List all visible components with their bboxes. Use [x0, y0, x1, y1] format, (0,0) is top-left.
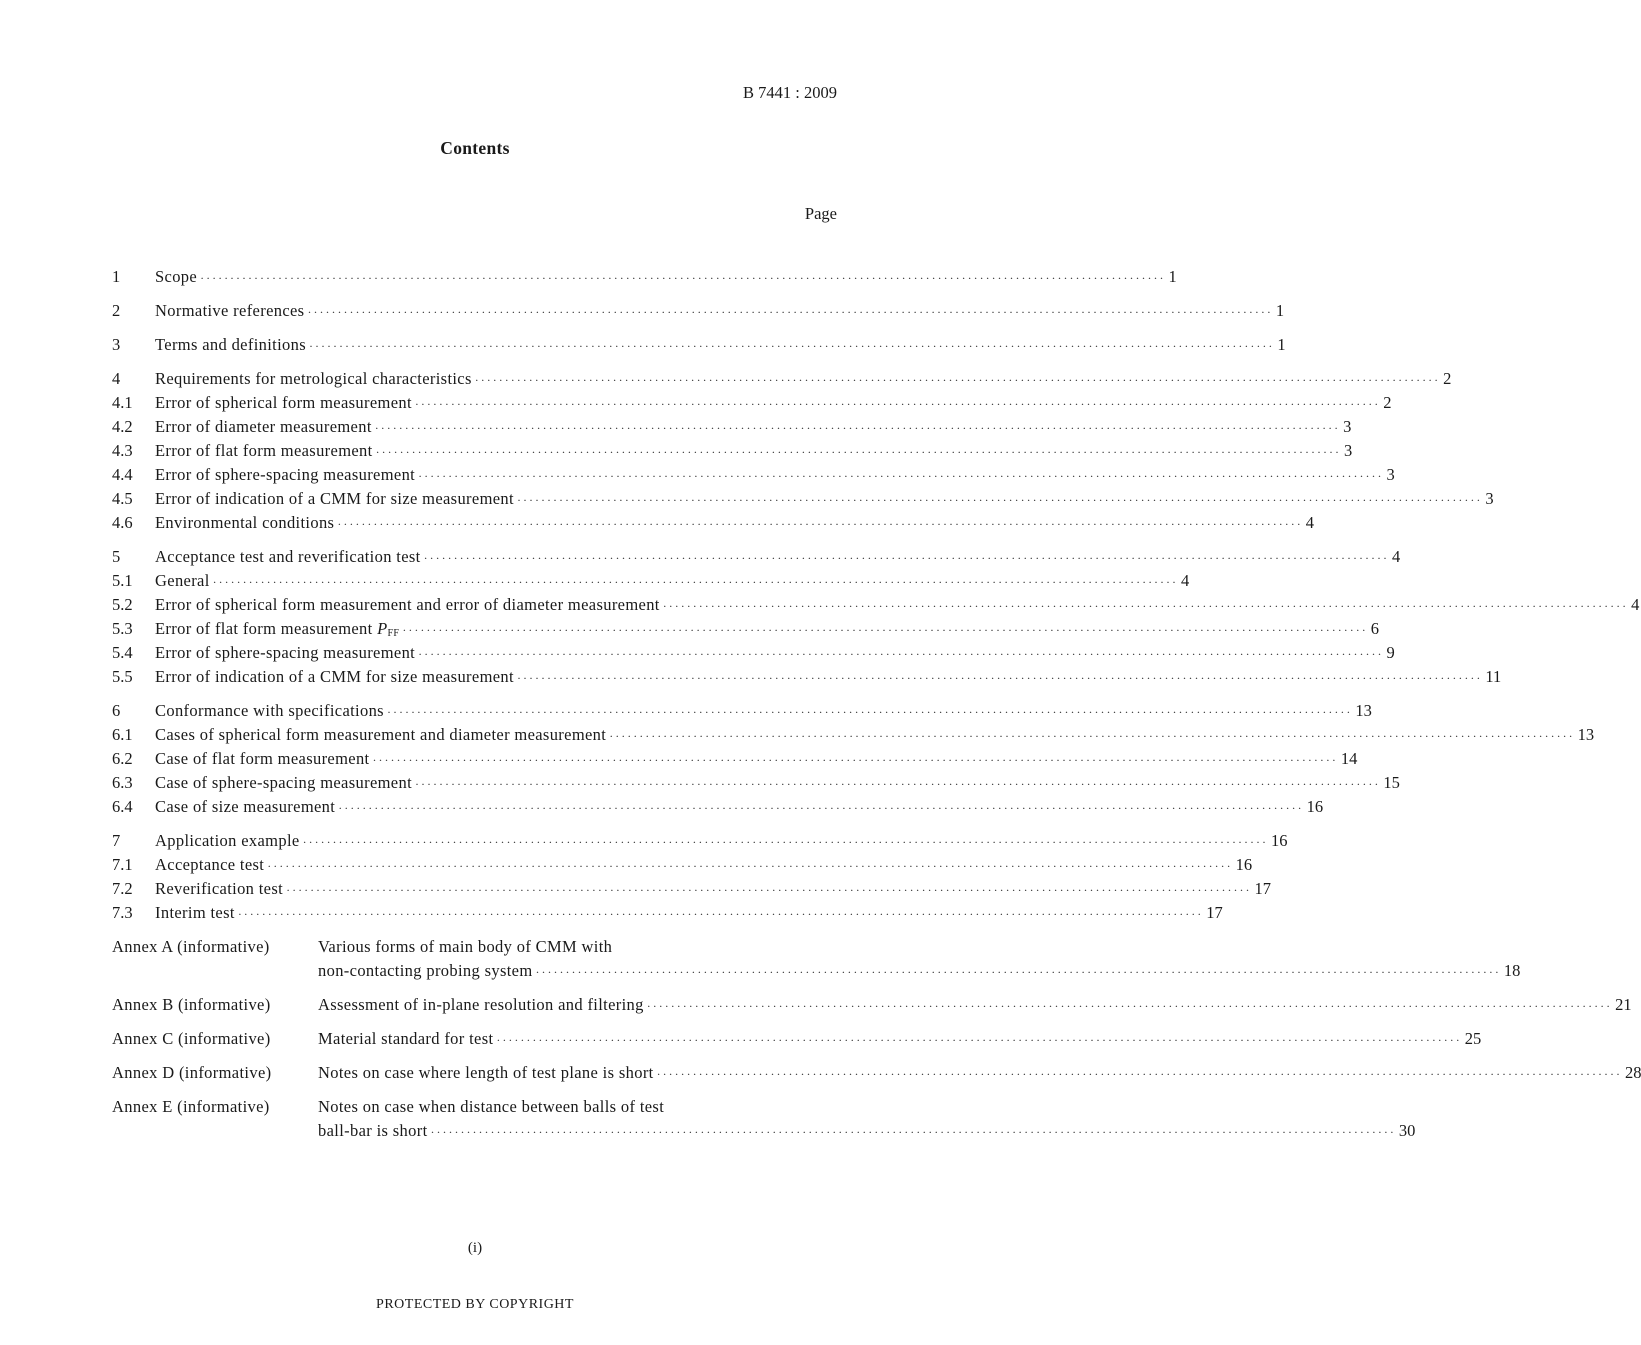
dot-leader: [428, 1120, 1399, 1144]
toc-title: Acceptance test: [155, 855, 265, 874]
toc-title: Error of indication of a CMM for size measurement: [155, 489, 514, 508]
annex-entry-c[interactable]: [112, 1027, 1482, 1051]
annex-body: [318, 1061, 1641, 1085]
dot-leader: [384, 700, 1355, 724]
annex-page: 25: [1464, 1029, 1482, 1048]
toc-number: 5.2: [112, 595, 133, 614]
annex-label: Annex E (informative): [112, 1097, 270, 1116]
toc-page: 15: [1383, 773, 1400, 792]
toc-page: 11: [1485, 667, 1502, 686]
toc-group-6: [112, 699, 1595, 819]
toc-number: 5.5: [112, 667, 133, 686]
dot-leader: [533, 960, 1504, 984]
dot-leader: [334, 512, 1305, 536]
symbol-p: P: [377, 619, 388, 638]
toc-title: Requirements for metrological characteristics: [155, 369, 472, 388]
dot-leader: [306, 334, 1277, 358]
annex-title: Assessment of in-plane resolution and filtering: [318, 995, 644, 1014]
annex-title: non-contacting probing system: [318, 961, 533, 980]
toc-entry[interactable]: [112, 593, 1640, 617]
toc-entry[interactable]: [112, 795, 1324, 819]
annex-title-row: [318, 993, 1632, 1017]
toc-page: 6: [1370, 619, 1379, 638]
page-column-label: Page: [804, 204, 837, 223]
toc-group-4: [112, 367, 1494, 535]
dot-leader: [415, 642, 1386, 666]
toc-page: 13: [1577, 725, 1595, 744]
annex-label: Annex B (informative): [112, 995, 271, 1014]
toc-number: 5.3: [112, 619, 133, 638]
annex-title-row: [318, 1061, 1641, 1085]
toc-page: 1: [1275, 301, 1285, 320]
dot-leader: [304, 300, 1275, 324]
annex-page: 30: [1398, 1121, 1416, 1140]
dot-leader: [606, 724, 1577, 748]
toc-number: 4: [112, 369, 121, 388]
toc-page: 4: [1631, 595, 1640, 614]
toc-number: 4.2: [112, 417, 133, 436]
toc-page: 13: [1355, 701, 1372, 720]
toc-number: 1: [112, 267, 121, 286]
toc-number: 5: [112, 547, 121, 566]
toc-page: 4: [1305, 513, 1314, 532]
dot-leader: [283, 878, 1254, 902]
toc-page: 9: [1386, 643, 1395, 662]
annex-body: [318, 993, 1632, 1017]
annex-label: Annex D (informative): [112, 1063, 272, 1082]
dot-leader: [412, 772, 1383, 796]
toc-page: 16: [1235, 855, 1253, 874]
dot-leader: [412, 392, 1383, 416]
toc-title: Error of sphere-spacing measurement: [155, 465, 416, 484]
toc-page: 2: [1443, 369, 1452, 388]
toc-title: Case of size measurement: [155, 797, 336, 816]
toc-number: 4.1: [112, 393, 133, 412]
toc-entry[interactable]: [112, 415, 1352, 439]
toc-entry[interactable]: [112, 617, 1379, 641]
toc-entry[interactable]: [112, 665, 1502, 689]
toc-number: 5.1: [112, 571, 133, 590]
toc-entry[interactable]: [112, 299, 1285, 323]
toc-entry[interactable]: [112, 265, 1177, 289]
annex-title-row: [318, 1119, 1415, 1143]
toc-title: Normative references: [155, 301, 305, 320]
toc-title: Case of sphere-spacing measurement: [155, 773, 413, 792]
toc-number: 6: [112, 701, 121, 720]
toc-entry[interactable]: [112, 463, 1395, 487]
toc-entry[interactable]: [112, 487, 1494, 511]
toc-title: Error of diameter measurement: [155, 417, 372, 436]
toc-entry[interactable]: [112, 391, 1392, 415]
dot-leader: [335, 796, 1306, 820]
toc-number: 6.4: [112, 797, 133, 816]
toc-number: 5.4: [112, 643, 133, 662]
toc-title: Acceptance test and reverification test: [155, 547, 421, 566]
toc-entry[interactable]: [112, 829, 1288, 853]
toc-page: 3: [1343, 417, 1352, 436]
dot-leader: [493, 1028, 1464, 1052]
toc-title: General: [155, 571, 210, 590]
toc-entry[interactable]: [112, 333, 1286, 357]
annex-body: [318, 1095, 1415, 1143]
toc-group-5: [112, 545, 1640, 689]
page-title: Contents: [440, 138, 510, 158]
dot-leader: [644, 994, 1615, 1018]
document-id: B 7441 : 2009: [743, 83, 837, 102]
toc-page: 3: [1386, 465, 1395, 484]
annex-label: Annex C (informative): [112, 1029, 271, 1048]
annex-page: 21: [1615, 995, 1632, 1014]
dot-leader: [370, 748, 1341, 772]
toc-entry[interactable]: [112, 641, 1395, 665]
annex-title: Material standard for test: [318, 1029, 494, 1048]
annex-entry-d[interactable]: [112, 1061, 1641, 1085]
dot-leader: [372, 416, 1343, 440]
page-folio: (i): [467, 1240, 483, 1256]
annex-page: 28: [1624, 1063, 1641, 1082]
toc-title: Scope: [155, 267, 198, 286]
toc-title: Error of flat form measurement: [155, 441, 373, 460]
dot-leader: [421, 546, 1392, 570]
toc-title: Error of indication of a CMM for size measurement: [155, 667, 514, 686]
toc-entry[interactable]: [112, 439, 1353, 463]
annex-label: Annex A (informative): [112, 937, 270, 956]
dot-leader: [210, 570, 1181, 594]
dot-leader: [399, 618, 1370, 642]
toc-number: 6.1: [112, 725, 133, 744]
toc-entry[interactable]: [112, 545, 1401, 569]
toc-page: 17: [1254, 879, 1271, 898]
toc-title: Error of spherical form measurement and error of diameter measurement: [155, 595, 660, 614]
dot-leader: [197, 266, 1168, 290]
toc-number: 7.2: [112, 879, 133, 898]
toc-entry[interactable]: [112, 367, 1452, 391]
dot-leader: [514, 488, 1485, 512]
annex-entry-a[interactable]: [112, 935, 1521, 983]
dot-leader: [235, 902, 1206, 926]
toc-number: 4.4: [112, 465, 133, 484]
toc-title: Reverification test: [155, 879, 284, 898]
toc-title: Case of flat form measurement: [155, 749, 370, 768]
toc-entry[interactable]: [112, 747, 1358, 771]
annex-title-row: [318, 959, 1520, 983]
annex-title: ball-bar is short: [318, 1121, 428, 1140]
dot-leader: [300, 830, 1271, 854]
symbol-subscript: FF: [387, 628, 400, 639]
toc-page: 1: [1277, 335, 1286, 354]
toc-page: 16: [1270, 831, 1288, 850]
toc-page: 4: [1391, 547, 1401, 566]
toc-title: Interim test: [155, 903, 235, 922]
toc-title-text: Error of flat form measurement: [155, 619, 373, 638]
toc-entry[interactable]: [112, 699, 1372, 723]
annex-entry-e[interactable]: [112, 1095, 1416, 1143]
toc-entry[interactable]: [112, 877, 1271, 901]
toc-group-7: [112, 829, 1288, 925]
toc-number: 4.6: [112, 513, 133, 532]
dot-leader: [654, 1062, 1625, 1086]
toc-page: 14: [1340, 749, 1358, 768]
toc-page: 3: [1485, 489, 1494, 508]
dot-leader: [373, 440, 1344, 464]
toc-entry[interactable]: [112, 853, 1253, 877]
toc-entry[interactable]: [112, 771, 1400, 795]
dot-leader: [514, 666, 1485, 690]
dot-leader: [415, 464, 1386, 488]
toc-number: 7.1: [112, 855, 133, 874]
dot-leader: [660, 594, 1631, 618]
toc-number: 7.3: [112, 903, 133, 922]
annex-page: 18: [1503, 961, 1521, 980]
toc-page: 16: [1306, 797, 1324, 816]
toc-title: Error of spherical form measurement: [155, 393, 412, 412]
toc-page: 3: [1343, 441, 1353, 460]
toc-page: 2: [1383, 393, 1392, 412]
dot-leader: [472, 368, 1443, 392]
toc-title: Conformance with specifications: [155, 701, 384, 720]
dot-leader: [264, 854, 1235, 878]
toc-title: Environmental conditions: [155, 513, 335, 532]
toc-title: Application example: [155, 831, 300, 850]
toc-page: 1: [1168, 267, 1177, 286]
toc-title: Error of sphere-spacing measurement: [155, 643, 416, 662]
toc-number: 4.5: [112, 489, 133, 508]
toc-group-2: [112, 299, 1285, 323]
toc-number: 2: [112, 301, 121, 320]
toc-title: Cases of spherical form measurement and diameter measurement: [155, 725, 607, 744]
toc-entry[interactable]: [112, 901, 1223, 925]
toc-entry[interactable]: [112, 569, 1190, 593]
annex-body: [318, 935, 1520, 983]
toc-group-1: [112, 265, 1177, 289]
toc-page: 4: [1181, 571, 1190, 590]
toc-number: 7: [112, 831, 121, 850]
toc-entry[interactable]: [112, 511, 1314, 535]
toc-entry[interactable]: [112, 723, 1595, 747]
annex-body: [318, 1027, 1481, 1051]
table-of-contents: [112, 265, 1641, 1153]
annex-title-row: [318, 1027, 1481, 1051]
toc-page: 17: [1206, 903, 1223, 922]
annex-title-line: Various forms of main body of CMM with: [318, 937, 613, 956]
copyright-notice: PROTECTED BY COPYRIGHT: [376, 1297, 574, 1312]
annex-entry-b[interactable]: [112, 993, 1632, 1017]
toc-number: 6.3: [112, 773, 133, 792]
toc-number: 6.2: [112, 749, 133, 768]
toc-number: 4.3: [112, 441, 133, 460]
annex-title-line: Notes on case when distance between balls of test: [318, 1097, 665, 1116]
toc-group-3: [112, 333, 1286, 357]
toc-title: Terms and definitions: [155, 335, 306, 354]
annex-title: Notes on case where length of test plane is short: [318, 1063, 654, 1082]
toc-number: 3: [112, 335, 121, 354]
